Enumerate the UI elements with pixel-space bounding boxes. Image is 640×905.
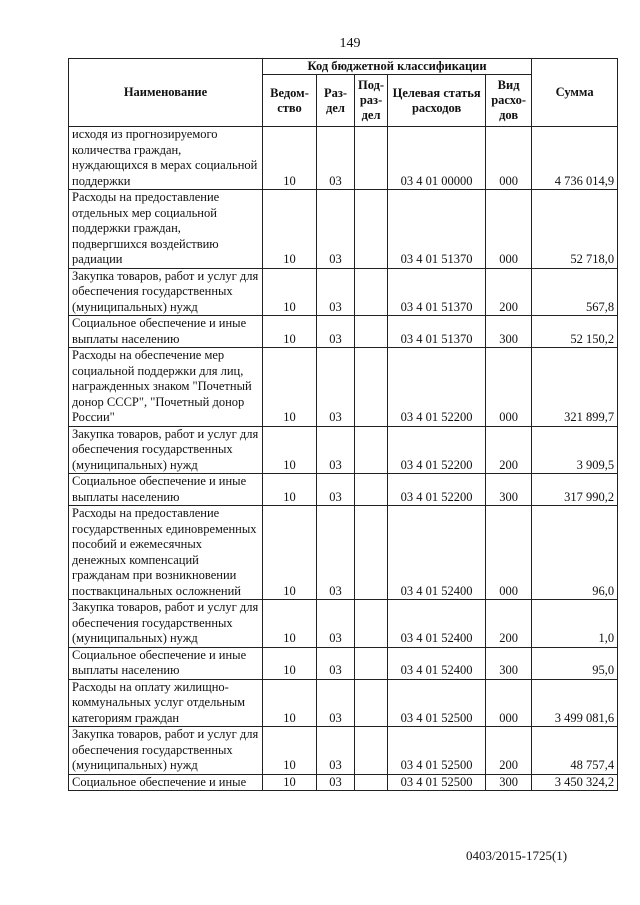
- row-celevaya-statya: 03 4 01 52200: [388, 426, 486, 474]
- header-vedomstvo: Ведом-ство: [263, 75, 317, 127]
- row-vid-rashodov: 300: [486, 647, 532, 679]
- document-code: 0403/2015-1725(1): [466, 848, 568, 863]
- row-vid-rashodov: 300: [486, 316, 532, 348]
- row-name: исходя из прогнозируемого количества граждан, нуждающихся в мерах социальной поддержки: [69, 127, 263, 190]
- row-sum: 3 450 324,2: [532, 774, 618, 791]
- row-razdel: 03: [317, 190, 355, 269]
- header-celevaya-statya: Целевая статья расходов: [388, 75, 486, 127]
- row-name: Расходы на предоставление государственных единовременных пособий и ежемесячных денежных компенсаций гражданам при возникновении поствакцинальных осложнений: [69, 506, 263, 600]
- row-podrazdel: [355, 268, 388, 316]
- row-vid-rashodov: 300: [486, 474, 532, 506]
- row-razdel: 03: [317, 774, 355, 791]
- row-vedomstvo: 10: [263, 727, 317, 775]
- row-podrazdel: [355, 127, 388, 190]
- row-sum: 52 150,2: [532, 316, 618, 348]
- row-vedomstvo: 10: [263, 127, 317, 190]
- row-vid-rashodov: 000: [486, 348, 532, 427]
- table-row: [69, 426, 618, 474]
- table-row: [69, 727, 618, 775]
- row-celevaya-statya: 03 4 01 51370: [388, 190, 486, 269]
- table-body: [69, 127, 618, 791]
- row-celevaya-statya: 03 4 01 52400: [388, 647, 486, 679]
- row-vedomstvo: 10: [263, 474, 317, 506]
- row-vid-rashodov: 000: [486, 506, 532, 600]
- row-podrazdel: [355, 679, 388, 727]
- row-sum: 3 909,5: [532, 426, 618, 474]
- row-celevaya-statya: 03 4 01 52500: [388, 774, 486, 791]
- row-name: Расходы на предоставление отдельных мер социальной поддержки граждан, подвергшихся воздействию радиации: [69, 190, 263, 269]
- row-vid-rashodov: 000: [486, 127, 532, 190]
- row-vedomstvo: 10: [263, 426, 317, 474]
- row-sum: 1,0: [532, 600, 618, 648]
- row-podrazdel: [355, 348, 388, 427]
- row-celevaya-statya: 03 4 01 51370: [388, 316, 486, 348]
- row-celevaya-statya: 03 4 01 52500: [388, 679, 486, 727]
- table-row: [69, 316, 618, 348]
- row-podrazdel: [355, 774, 388, 791]
- page-number: 149: [339, 36, 361, 51]
- row-celevaya-statya: 03 4 01 52500: [388, 727, 486, 775]
- row-razdel: 03: [317, 506, 355, 600]
- table-row: [69, 127, 618, 190]
- row-vedomstvo: 10: [263, 268, 317, 316]
- row-name: Закупка товаров, работ и услуг для обеспечения государственных (муниципальных) нужд: [69, 426, 263, 474]
- row-celevaya-statya: 03 4 01 52400: [388, 506, 486, 600]
- row-vid-rashodov: 200: [486, 268, 532, 316]
- row-podrazdel: [355, 727, 388, 775]
- row-vid-rashodov: 300: [486, 774, 532, 791]
- row-name: Социальное обеспечение и иные выплаты населению: [69, 647, 263, 679]
- row-vedomstvo: 10: [263, 190, 317, 269]
- row-name: Закупка товаров, работ и услуг для обеспечения государственных (муниципальных) нужд: [69, 727, 263, 775]
- row-sum: 321 899,7: [532, 348, 618, 427]
- row-podrazdel: [355, 506, 388, 600]
- row-razdel: 03: [317, 426, 355, 474]
- row-name: Расходы на обеспечение мер социальной поддержки для лиц, награжденных знаком "Почетный донор СССР", "Почетный донор России": [69, 348, 263, 427]
- row-razdel: 03: [317, 348, 355, 427]
- row-name: Расходы на оплату жилищно-коммунальных услуг отдельным категориям граждан: [69, 679, 263, 727]
- row-vedomstvo: 10: [263, 348, 317, 427]
- row-razdel: 03: [317, 647, 355, 679]
- header-sum: Сумма: [532, 59, 618, 127]
- header-podrazdel: Под-раз-дел: [355, 75, 388, 127]
- table-row: [69, 474, 618, 506]
- table-row: [69, 679, 618, 727]
- row-podrazdel: [355, 600, 388, 648]
- row-vedomstvo: 10: [263, 774, 317, 791]
- row-podrazdel: [355, 426, 388, 474]
- row-sum: 95,0: [532, 647, 618, 679]
- table-row: [69, 190, 618, 269]
- row-vid-rashodov: 000: [486, 679, 532, 727]
- row-vedomstvo: 10: [263, 506, 317, 600]
- row-sum: 96,0: [532, 506, 618, 600]
- row-podrazdel: [355, 316, 388, 348]
- table-row: [69, 774, 618, 791]
- row-sum: 317 990,2: [532, 474, 618, 506]
- table-row: [69, 268, 618, 316]
- row-sum: 4 736 014,9: [532, 127, 618, 190]
- row-razdel: 03: [317, 474, 355, 506]
- table-row: [69, 506, 618, 600]
- row-celevaya-statya: 03 4 01 51370: [388, 268, 486, 316]
- row-podrazdel: [355, 474, 388, 506]
- row-celevaya-statya: 03 4 01 52400: [388, 600, 486, 648]
- row-razdel: 03: [317, 127, 355, 190]
- table-row: [69, 647, 618, 679]
- row-name: Социальное обеспечение и иные: [69, 774, 263, 791]
- row-vedomstvo: 10: [263, 600, 317, 648]
- row-vid-rashodov: 200: [486, 727, 532, 775]
- row-podrazdel: [355, 190, 388, 269]
- row-sum: 52 718,0: [532, 190, 618, 269]
- row-celevaya-statya: 03 4 01 52200: [388, 348, 486, 427]
- row-name: Социальное обеспечение и иные выплаты населению: [69, 316, 263, 348]
- row-razdel: 03: [317, 727, 355, 775]
- row-celevaya-statya: 03 4 01 52200: [388, 474, 486, 506]
- row-razdel: 03: [317, 316, 355, 348]
- header-name: Наименование: [69, 59, 263, 127]
- row-vid-rashodov: 200: [486, 600, 532, 648]
- row-podrazdel: [355, 647, 388, 679]
- header-razdel: Раз-дел: [317, 75, 355, 127]
- row-sum: 3 499 081,6: [532, 679, 618, 727]
- table-row: [69, 600, 618, 648]
- row-name: Закупка товаров, работ и услуг для обеспечения государственных (муниципальных) нужд: [69, 268, 263, 316]
- row-name: Закупка товаров, работ и услуг для обеспечения государственных (муниципальных) нужд: [69, 600, 263, 648]
- row-razdel: 03: [317, 268, 355, 316]
- row-vedomstvo: 10: [263, 647, 317, 679]
- row-razdel: 03: [317, 679, 355, 727]
- table-row: [69, 348, 618, 427]
- row-vedomstvo: 10: [263, 679, 317, 727]
- row-vid-rashodov: 200: [486, 426, 532, 474]
- header-vid-rashodov: Вид расхо-дов: [486, 75, 532, 127]
- row-name: Социальное обеспечение и иные выплаты населению: [69, 474, 263, 506]
- header-classification-group: Код бюджетной классификации: [263, 59, 532, 75]
- row-sum: 48 757,4: [532, 727, 618, 775]
- row-sum: 567,8: [532, 268, 618, 316]
- row-razdel: 03: [317, 600, 355, 648]
- row-vid-rashodov: 000: [486, 190, 532, 269]
- row-celevaya-statya: 03 4 01 00000: [388, 127, 486, 190]
- row-vedomstvo: 10: [263, 316, 317, 348]
- budget-table: [68, 58, 618, 791]
